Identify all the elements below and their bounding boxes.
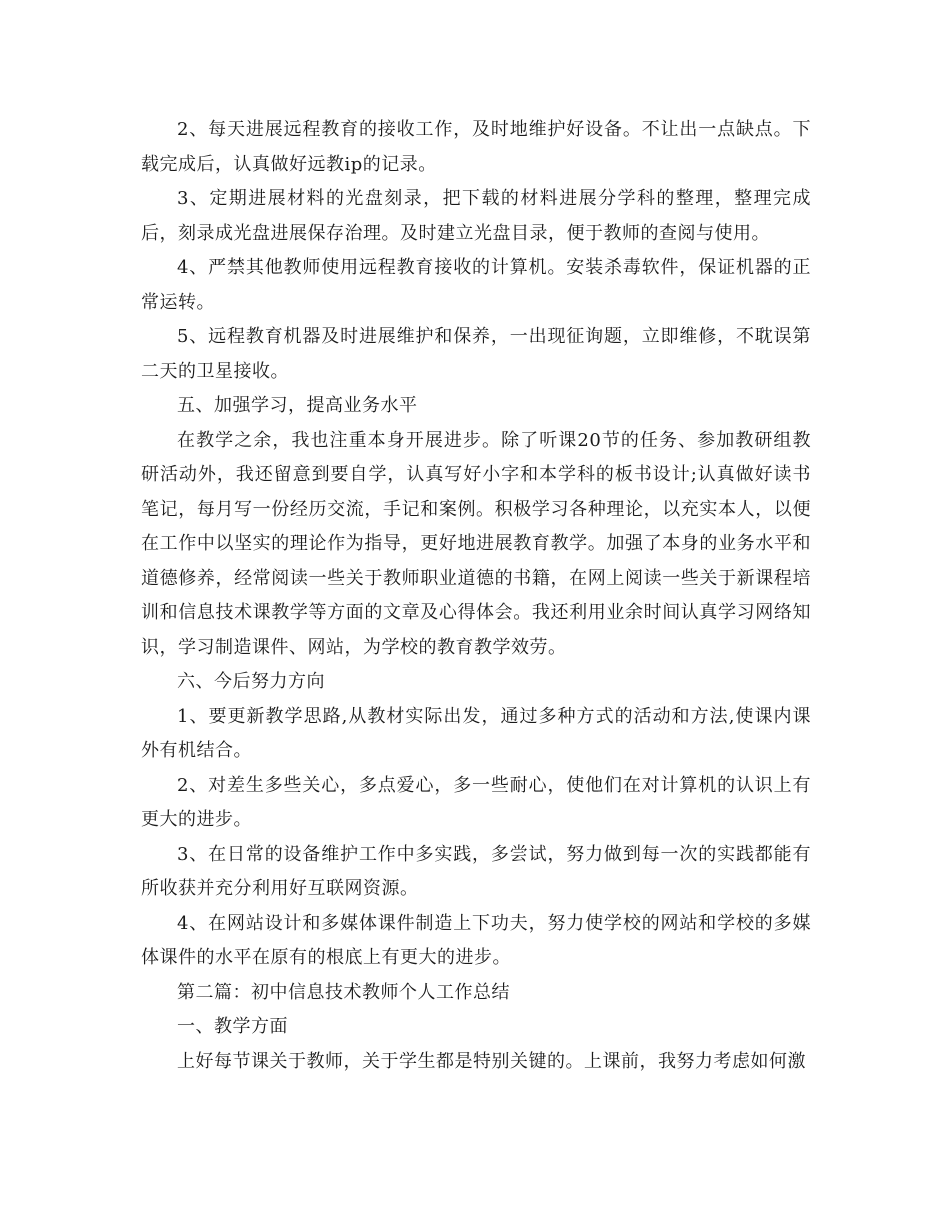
section-heading-6: 六、今后努力方向: [177, 671, 325, 692]
paragraph-study: 在教学之余，我也注重本身开展进步。除了听课20节的任务、参加教研组教研活动外，我还留意到要自学，认真写好小字和本学科的板书设计;认真做好读书笔记，每月写一份经历交流，手记和案例。积极学习各种理论，以充实本人，以便在工作中以坚实的理论作为指导，更好地进展教育教学。加强了本身的业务水平和道德修养，经常阅读一些关于教师职业道德的书籍，在网上阅读一些关于新课程培训和信息技术课教学等方面的文章及心得体会。我还利用业余时间认真学习网络知识，学习制造课件、网站，为学校的教育教学效劳。: [141, 429, 811, 658]
section-heading-5: 五、加强学习，提高业务水平: [177, 395, 418, 416]
paragraph-direction-4: 4、在网站设计和多媒体课件制造上下功夫，努力使学校的网站和学校的多媒体课件的水平在原有的根底上有更大的进步。: [141, 912, 811, 968]
paragraph-direction-1: 1、要更新教学思路,从教材实际出发，通过多种方式的活动和方法,使课内课外有机结合。: [141, 705, 811, 761]
paragraph-teaching: 上好每节课关于教师，关于学生都是特别关键的。上课前，我努力考虑如何激: [177, 1050, 806, 1072]
paragraph-item-2: 2、每天进展远程教育的接收工作，及时地维护好设备。不让出一点缺点。下载完成后，认真做好远教ip的记录。: [141, 119, 811, 175]
document-page: [141, 113, 811, 1079]
paragraph-direction-2: 2、对差生多些关心，多点爱心，多一些耐心，使他们在对计算机的认识上有更大的进步。: [141, 774, 811, 830]
paragraph-item-4: 4、严禁其他教师使用远程教育接收的计算机。安装杀毒软件，保证机器的正常运转。: [141, 257, 811, 313]
section-heading-teaching: 一、教学方面: [177, 1016, 288, 1037]
paragraph-item-3: 3、定期进展材料的光盘刻录，把下载的材料进展分学科的整理，整理完成后，刻录成光盘进展保存治理。及时建立光盘目录，便于教师的查阅与使用。: [141, 188, 811, 244]
paragraph-direction-3: 3、在日常的设备维护工作中多实践，多尝试，努力做到每一次的实践都能有所收获并充分利用好互联网资源。: [141, 843, 811, 899]
paragraph-item-5: 5、远程教育机器及时进展维护和保养，一出现征询题，立即维修，不耽误第二天的卫星接收。: [141, 326, 811, 382]
article-title-2: 第二篇：初中信息技术教师个人工作总结: [177, 981, 510, 1003]
